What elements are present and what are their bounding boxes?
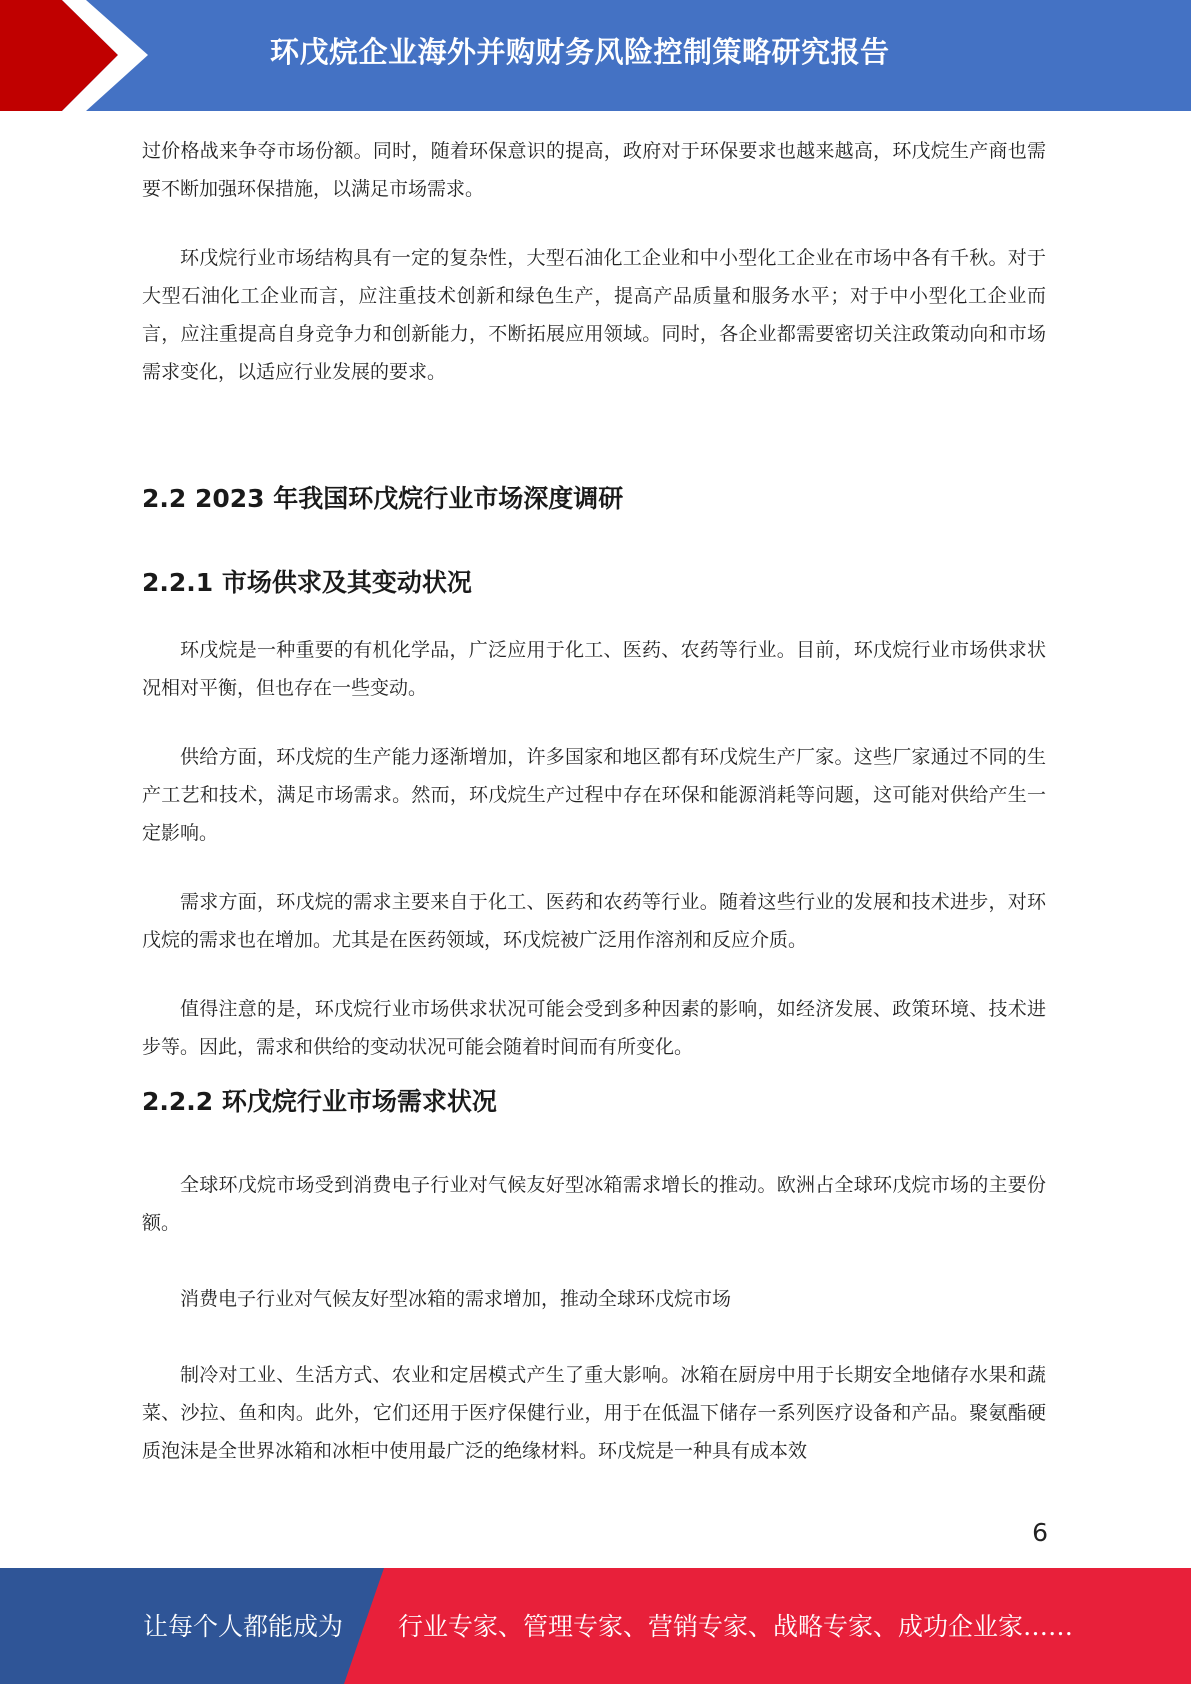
paragraph: 供给方面，环戊烷的生产能力逐渐增加，许多国家和地区都有环戊烷生产厂家。这些厂家通过不同的生产工艺和技术，满足市场需求。然而，环戊烷生产过程中存在环保和能源消耗等问题，这可能对供给产生一定影响。 xyxy=(142,746,1046,844)
paragraph: 消费电子行业对气候友好型冰箱的需求增加，推动全球环戊烷市场 xyxy=(180,1288,732,1310)
paragraph: 制冷对工业、生活方式、农业和定居模式产生了重大影响。冰箱在厨房中用于长期安全地储存水果和蔬菜、沙拉、鱼和肉。此外，它们还用于医疗保健行业，用于在低温下储存一系列医疗设备和产品。聚氨酯硬质泡沫是全世界冰箱和冰柜中使用最广泛的绝缘材料。环戊烷是一种具有成本效 xyxy=(142,1364,1046,1462)
report-title: 环戊烷企业海外并购财务风险控制策略研究报告 xyxy=(270,35,890,69)
paragraph: 环戊烷行业市场结构具有一定的复杂性，大型石油化工企业和中小型化工企业在市场中各有千秋。对于大型石油化工企业而言，应注重技术创新和绿色生产，提高产品质量和服务水平；对于中小型化工企业而言，应注重提高自身竞争力和创新能力，不断拓展应用领域。同时，各企业都需要密切关注政策动向和市场需求变化，以适应行业发展的要求。 xyxy=(142,247,1046,383)
section-heading-2-2: 2.2 2023 年我国环戊烷行业市场深度调研 xyxy=(142,484,624,513)
footer-slogan-left: 让每个人都能成为 xyxy=(143,1612,344,1641)
paragraph: 全球环戊烷市场受到消费电子行业对气候友好型冰箱需求增长的推动。欧洲占全球环戊烷市场的主要份额。 xyxy=(142,1174,1046,1234)
page-number: 6 xyxy=(1032,1518,1048,1547)
paragraph: 需求方面，环戊烷的需求主要来自于化工、医药和农药等行业。随着这些行业的发展和技术进步，对环戊烷的需求也在增加。尤其是在医药领域，环戊烷被广泛用作溶剂和反应介质。 xyxy=(142,891,1046,951)
paragraph: 过价格战来争夺市场份额。同时，随着环保意识的提高，政府对于环保要求也越来越高，环戊烷生产商也需要不断加强环保措施，以满足市场需求。 xyxy=(142,140,1046,200)
page-header xyxy=(0,0,1191,111)
page-content xyxy=(142,132,1046,1470)
page-footer xyxy=(0,1568,1191,1684)
footer-slogan-right: 行业专家、管理专家、营销专家、战略专家、成功企业家…… xyxy=(398,1612,1074,1641)
paragraph: 环戊烷是一种重要的有机化学品，广泛应用于化工、医药、农药等行业。目前，环戊烷行业市场供求状况相对平衡，但也存在一些变动。 xyxy=(142,639,1046,699)
section-heading-2-2-2: 2.2.2 环戊烷行业市场需求状况 xyxy=(142,1087,497,1116)
section-heading-2-2-1: 2.2.1 市场供求及其变动状况 xyxy=(142,568,472,597)
paragraph: 值得注意的是，环戊烷行业市场供求状况可能会受到多种因素的影响，如经济发展、政策环境、技术进步等。因此，需求和供给的变动状况可能会随着时间而有所变化。 xyxy=(142,998,1046,1058)
